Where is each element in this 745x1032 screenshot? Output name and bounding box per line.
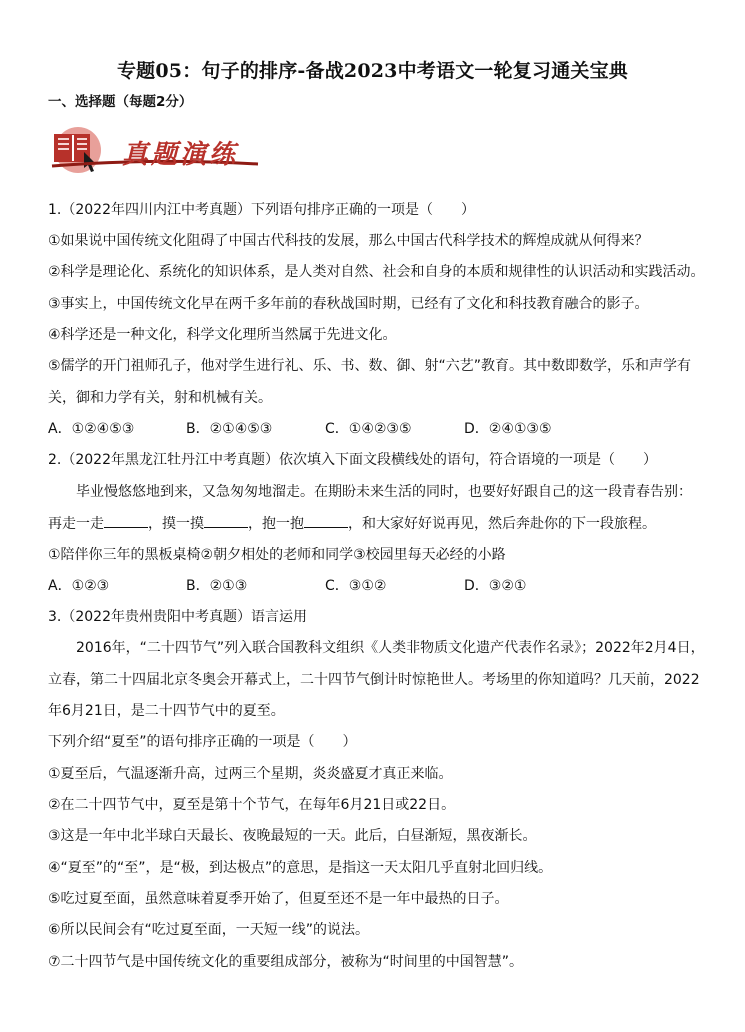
q2-text-a: 再走一走: [48, 516, 104, 532]
q2-passage-line-2: [48, 513, 656, 534]
q1-option-c[interactable]: C．①④②③⑤: [325, 421, 412, 437]
answer-blank-1[interactable]: [104, 513, 148, 528]
q2-option-d[interactable]: D．③②①: [464, 578, 527, 594]
q2-option-b[interactable]: B．②①③: [186, 578, 248, 594]
q3-sentence-2: ②在二十四节气中，夏至是第十个节气，在每年6月21日或22日。: [48, 797, 456, 813]
banner: [50, 122, 265, 182]
q1-sentence-5: ⑤儒学的开门祖师孔子，他对学生进行礼、乐、书、数、御、射“六艺”教育。其中数即数学，乐和声学有: [48, 358, 692, 374]
q2-passage-line-1: 毕业慢悠悠地到来，又急匆匆地溜走。在期盼未来生活的同时，也要好好跟自己的这一段青春告别：: [76, 484, 692, 500]
q1-option-b[interactable]: B．②①④⑤③: [186, 421, 273, 437]
q3-passage-line-2: 立春，第二十四届北京冬奥会开幕式上，二十四节气倒计时惊艳世人。考场里的你知道吗？几天前，2022: [48, 672, 700, 688]
q2-stem: 2.（2022年黑龙江牡丹江中考真题）依次填入下面文段横线处的语句，符合语境的一项是（ ）: [48, 452, 657, 468]
q3-passage-line-3: 年6月21日，是二十四节气中的夏至。: [48, 703, 285, 719]
q1-option-a[interactable]: A．①②④⑤③: [48, 421, 135, 437]
q2-choices: ①陪伴你三年的黑板桌椅②朝夕相处的老师和同学③校园里每天必经的小路: [48, 547, 506, 563]
q3-stem: 3.（2022年贵州贵阳中考真题）语言运用: [48, 609, 307, 625]
q2-options: [48, 576, 648, 596]
q3-sentence-5: ⑤吃过夏至面，虽然意味着夏季开始了，但夏至还不是一年中最热的日子。: [48, 891, 509, 907]
q2-text-c: ，抱一抱: [248, 516, 304, 532]
q2-option-a[interactable]: A．①②③: [48, 578, 110, 594]
q3-sentence-6: ⑥所以民间会有“吃过夏至面，一天短一线”的说法。: [48, 922, 370, 938]
q1-sentence-4: ④科学还是一种文化，科学文化理所当然属于先进文化。: [48, 327, 397, 343]
q3-sentence-1: ①夏至后，气温逐渐升高，过两三个星期，炎炎盛夏才真正来临。: [48, 766, 453, 782]
q2-text-b: ，摸一摸: [148, 516, 204, 532]
q3-prompt: 下列介绍“夏至”的语句排序正确的一项是（ ）: [48, 734, 357, 750]
banner-text: 真题演练: [122, 140, 239, 170]
q1-sentence-5-cont: 关，御和力学有关，射和机械有关。: [48, 390, 272, 406]
q3-sentence-4: ④“夏至”的“至”，是“极，到达极点”的意思，是指这一天太阳几乎直射北回归线。: [48, 860, 553, 876]
answer-blank-2[interactable]: [204, 513, 248, 528]
page-title: 专题05：句子的排序-备战2023中考语文一轮复习通关宝典: [116, 60, 628, 82]
q1-stem: 1.（2022年四川内江中考真题）下列语句排序正确的一项是（ ）: [48, 202, 475, 218]
q1-sentence-3: ③事实上，中国传统文化早在两千多年前的春秋战国时期，已经有了文化和科技教育融合的影子。: [48, 296, 649, 312]
q3-passage-line-1: 2016年，“二十四节气”列入联合国教科文组织《人类非物质文化遗产代表作名录》；2022年2月4日，: [76, 640, 705, 656]
q2-option-c[interactable]: C．③①②: [325, 578, 387, 594]
q1-sentence-2: ②科学是理论化、系统化的知识体系，是人类对自然、社会和自身的本质和规律性的认识活动和实践活动。: [48, 264, 705, 280]
q3-sentence-3: ③这是一年中北半球白天最长、夜晚最短的一天。此后，白昼渐短，黑夜渐长。: [48, 828, 537, 844]
q1-option-d[interactable]: D．②④①③⑤: [464, 421, 552, 437]
answer-blank-3[interactable]: [304, 513, 348, 528]
q1-sentence-1: ①如果说中国传统文化阻碍了中国古代科技的发展，那么中国古代科学技术的辉煌成就从何得来？: [48, 233, 649, 249]
q3-sentence-7: ⑦二十四节气是中国传统文化的重要组成部分，被称为“时间里的中国智慧”。: [48, 954, 524, 970]
section-heading: 一、选择题（每题2分）: [48, 94, 193, 110]
q1-options: [48, 419, 648, 439]
q2-text-d: ，和大家好好说再见，然后奔赴你的下一段旅程。: [348, 516, 656, 532]
